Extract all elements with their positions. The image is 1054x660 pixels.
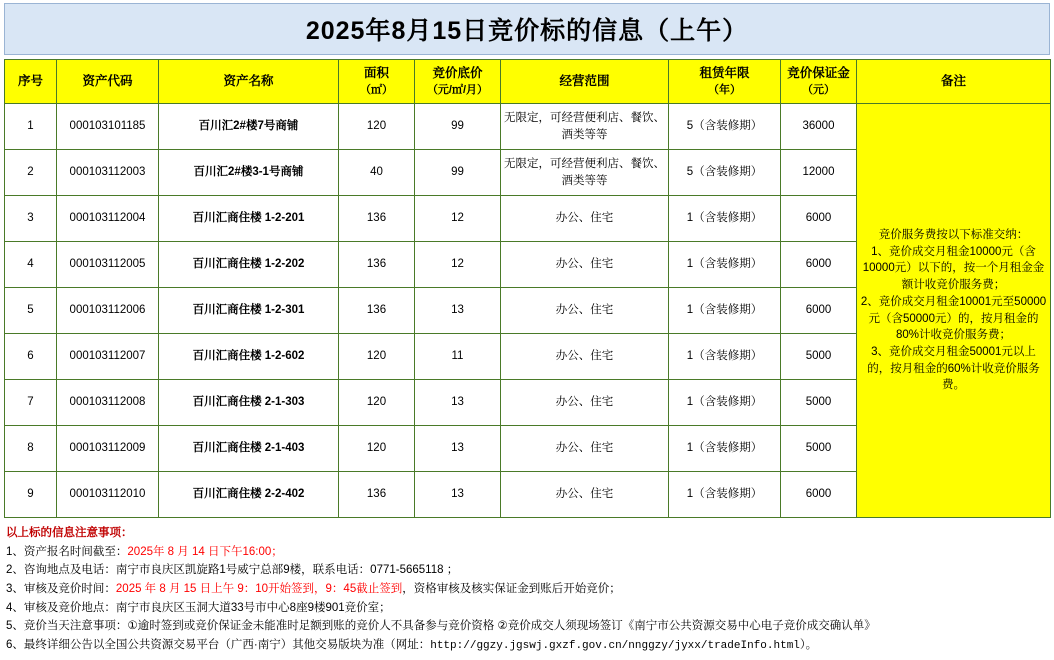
table-row (5, 104, 1051, 150)
cell-term: 1（含装修期） (669, 334, 781, 380)
cell-deposit: 5000 (781, 426, 857, 472)
note-3-tail: ，资格审核及核实保证金到账后开始竞价； (402, 582, 621, 595)
cell-code: 000103112008 (57, 380, 159, 426)
col-header-deposit-sub: （元） (802, 83, 835, 96)
cell-area: 136 (339, 196, 415, 242)
cell-scope: 办公、住宅 (501, 242, 669, 288)
cell-no: 2 (5, 150, 57, 196)
note-item-4: 4、审核及竞价地点：南宁市良庆区玉洞大道33号市中心8座9楼901竞价室； (6, 601, 391, 614)
cell-name: 百川汇商住楼 1-2-202 (159, 242, 339, 288)
cell-area: 136 (339, 472, 415, 518)
cell-price: 12 (415, 242, 501, 288)
cell-scope: 办公、住宅 (501, 426, 669, 472)
cell-price: 13 (415, 380, 501, 426)
cell-scope: 办公、住宅 (501, 334, 669, 380)
notes-section (6, 524, 1048, 656)
cell-deposit: 5000 (781, 380, 857, 426)
table-header-row (5, 60, 1051, 104)
cell-name: 百川汇2#楼3-1号商铺 (159, 150, 339, 196)
note-item-2: 2、咨询地点及电话：南宁市良庆区凯旋路1号威宁总部9楼，联系电话：0771-5665118 ； (6, 564, 459, 577)
cell-no: 1 (5, 104, 57, 150)
col-header-price: 竞价底价 （元/㎡/月） (415, 60, 501, 104)
col-header-remark: 备注 (857, 60, 1051, 104)
document-page (0, 3, 1054, 660)
note-6-url[interactable]: http://ggzy.jgswj.gxzf.gov.cn/nnggzy/jyxx/tradeInfo.html (430, 639, 800, 652)
cell-price: 13 (415, 288, 501, 334)
cell-area: 40 (339, 150, 415, 196)
cell-area: 136 (339, 288, 415, 334)
note-6-label: 6、最终详细公告以全国公共资源交易平台（广西·南宁）其他交易版块为准（网址： (6, 638, 431, 651)
cell-code: 000103112007 (57, 334, 159, 380)
cell-no: 6 (5, 334, 57, 380)
col-header-price-sub: （元/㎡/月） (426, 83, 489, 96)
cell-price: 99 (415, 150, 501, 196)
cell-no: 7 (5, 380, 57, 426)
cell-no: 5 (5, 288, 57, 334)
cell-no: 3 (5, 196, 57, 242)
note-3-label: 3、审核及竞价时间： (6, 582, 116, 595)
cell-term: 1（含装修期） (669, 288, 781, 334)
col-header-term: 租赁年限 （年） (669, 60, 781, 104)
cell-scope: 办公、住宅 (501, 472, 669, 518)
cell-no: 9 (5, 472, 57, 518)
bidding-items-table (4, 59, 1051, 518)
cell-term: 1（含装修期） (669, 426, 781, 472)
cell-name: 百川汇商住楼 1-2-602 (159, 334, 339, 380)
col-header-area-sub: （㎡） (360, 83, 393, 96)
cell-deposit: 12000 (781, 150, 857, 196)
col-header-code: 资产代码 (57, 60, 159, 104)
note-item-5: 5、竞价当天注意事项：①逾时签到或竞价保证金未能准时足额到账的竞价人不具备参与竞价资格 ②竞价成交人须现场签订《南宁市公共资源交易中心电子竞价成交确认单》 (6, 620, 876, 633)
cell-area: 120 (339, 334, 415, 380)
cell-code: 000103112005 (57, 242, 159, 288)
cell-deposit: 5000 (781, 334, 857, 380)
remark-line: 2、竞价成交月租金10001元至50000元（含50000元）的，按月租金的80%计收竞价服务费； (860, 295, 1047, 342)
col-header-area: 面积 （㎡） (339, 60, 415, 104)
cell-name: 百川汇商住楼 2-2-402 (159, 472, 339, 518)
cell-scope: 无限定，可经营便利店、餐饮、酒类等等 (501, 150, 669, 196)
remark-line: 3、竞价成交月租金50001元以上的，按月租金的60%计收竞价服务费。 (867, 345, 1040, 392)
note-item-1 (6, 543, 1048, 562)
cell-deposit: 6000 (781, 242, 857, 288)
cell-name: 百川汇商住楼 2-1-303 (159, 380, 339, 426)
cell-deposit: 6000 (781, 472, 857, 518)
cell-scope: 无限定，可经营便利店、餐饮、酒类等等 (501, 104, 669, 150)
cell-term: 1（含装修期） (669, 242, 781, 288)
cell-code: 000103112009 (57, 426, 159, 472)
cell-code: 000103112004 (57, 196, 159, 242)
cell-deposit: 36000 (781, 104, 857, 150)
remark-line: 竞价服务费按以下标准交纳： (878, 229, 1029, 242)
note-item-3 (6, 580, 1048, 599)
cell-code: 000103112010 (57, 472, 159, 518)
col-header-scope: 经营范围 (501, 60, 669, 104)
cell-term: 5（含装修期） (669, 104, 781, 150)
cell-area: 136 (339, 242, 415, 288)
cell-scope: 办公、住宅 (501, 288, 669, 334)
cell-term: 1（含装修期） (669, 196, 781, 242)
cell-no: 4 (5, 242, 57, 288)
document-title-bar (4, 3, 1050, 55)
cell-area: 120 (339, 104, 415, 150)
cell-code: 000103112003 (57, 150, 159, 196)
cell-price: 11 (415, 334, 501, 380)
cell-term: 1（含装修期） (669, 380, 781, 426)
cell-price: 13 (415, 426, 501, 472)
cell-term: 1（含装修期） (669, 472, 781, 518)
note-1-date: 2025年 8 月 14 日下午16:00； (127, 545, 283, 558)
note-3-time: 2025 年 8 月 15 日上午 9：10开始签到，9：45截止签到 (115, 582, 403, 595)
notes-heading: 以上标的信息注意事项： (6, 527, 133, 539)
cell-deposit: 6000 (781, 288, 857, 334)
cell-price: 99 (415, 104, 501, 150)
cell-price: 12 (415, 196, 501, 242)
cell-code: 000103112006 (57, 288, 159, 334)
note-1-label: 1、资产报名时间截至： (6, 545, 128, 558)
col-header-name: 资产名称 (159, 60, 339, 104)
cell-name: 百川汇商住楼 1-2-301 (159, 288, 339, 334)
col-header-no: 序号 (5, 60, 57, 104)
cell-code: 000103101185 (57, 104, 159, 150)
cell-deposit: 6000 (781, 196, 857, 242)
cell-no: 8 (5, 426, 57, 472)
cell-price: 13 (415, 472, 501, 518)
cell-remark (857, 104, 1051, 518)
note-item-6 (6, 636, 1048, 656)
cell-name: 百川汇商住楼 2-1-403 (159, 426, 339, 472)
cell-name: 百川汇2#楼7号商铺 (159, 104, 339, 150)
col-header-term-sub: （年） (708, 83, 741, 96)
cell-scope: 办公、住宅 (501, 196, 669, 242)
cell-area: 120 (339, 380, 415, 426)
note-6-tail: ）。 (799, 638, 818, 651)
cell-name: 百川汇商住楼 1-2-201 (159, 196, 339, 242)
cell-term: 5（含装修期） (669, 150, 781, 196)
cell-area: 120 (339, 426, 415, 472)
col-header-deposit: 竞价保证金 （元） (781, 60, 857, 104)
cell-scope: 办公、住宅 (501, 380, 669, 426)
page-title: 2025年8月15日竞价标的信息（上午） (305, 17, 749, 45)
remark-line: 1、竞价成交月租金10000元（含10000元）以下的，按一个月租金金额计收竞价服务费； (862, 245, 1045, 292)
